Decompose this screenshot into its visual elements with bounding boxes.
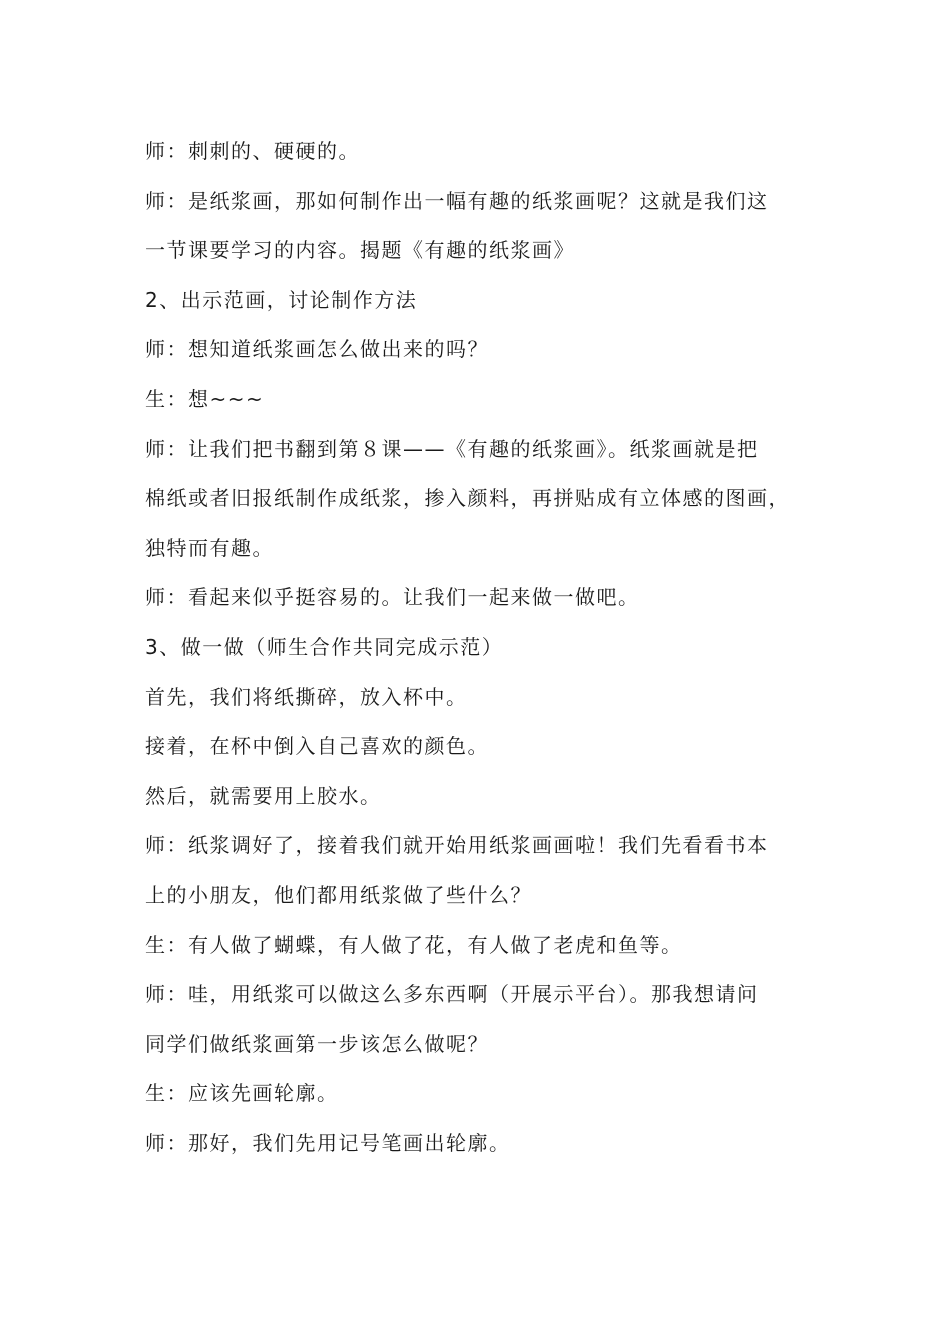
- text-line: 然后，就需要用上胶水。: [145, 783, 382, 808]
- section-heading: 2、出示范画，讨论制作方法: [145, 287, 418, 312]
- text-line: 师：看起来似乎挺容易的。让我们一起来做一做吧。: [145, 585, 640, 610]
- text-line: 师：让我们把书翻到第８课——《有趣的纸浆画》。纸浆画就是把: [145, 436, 759, 461]
- section-heading: 3、做一做（师生合作共同完成示范）: [145, 634, 504, 659]
- text-line: 师：想知道纸浆画怎么做出来的吗？: [145, 337, 489, 362]
- text-line: 接着，在杯中倒入自己喜欢的颜色。: [145, 734, 489, 759]
- text-line: 师：是纸浆画，那如何制作出一幅有趣的纸浆画呢？这就是我们这: [145, 188, 769, 213]
- text-line: 同学们做纸浆画第一步该怎么做呢？: [145, 1031, 489, 1056]
- text-line: 师：哇，用纸浆可以做这么多东西啊（开展示平台）。那我想请问: [145, 982, 759, 1007]
- text-line: 生：有人做了蝴蝶，有人做了花，有人做了老虎和鱼等。: [145, 932, 683, 957]
- text-line: 生：应该先画轮廓。: [145, 1081, 339, 1106]
- text-line: 师：刺刺的、硬硬的。: [145, 139, 360, 163]
- text-line: 首先，我们将纸撕碎，放入杯中。: [145, 684, 468, 709]
- text-line: 一节课要学习的内容。揭题《有趣的纸浆画》: [145, 238, 575, 263]
- text-line: 独特而有趣。: [145, 535, 274, 560]
- text-line: 上的小朋友，他们都用纸浆做了些什么？: [145, 882, 532, 907]
- document-body: [145, 132, 815, 1173]
- text-line: 棉纸或者旧报纸制作成纸浆，掺入颜料，再拼贴成有立体感的图画，: [145, 486, 790, 511]
- text-line: 生：想~~~: [145, 386, 265, 411]
- text-line: 师：那好，我们先用记号笔画出轮廓。: [145, 1130, 511, 1155]
- text-line: 师：纸浆调好了，接着我们就开始用纸浆画画啦！我们先看看书本: [145, 833, 769, 858]
